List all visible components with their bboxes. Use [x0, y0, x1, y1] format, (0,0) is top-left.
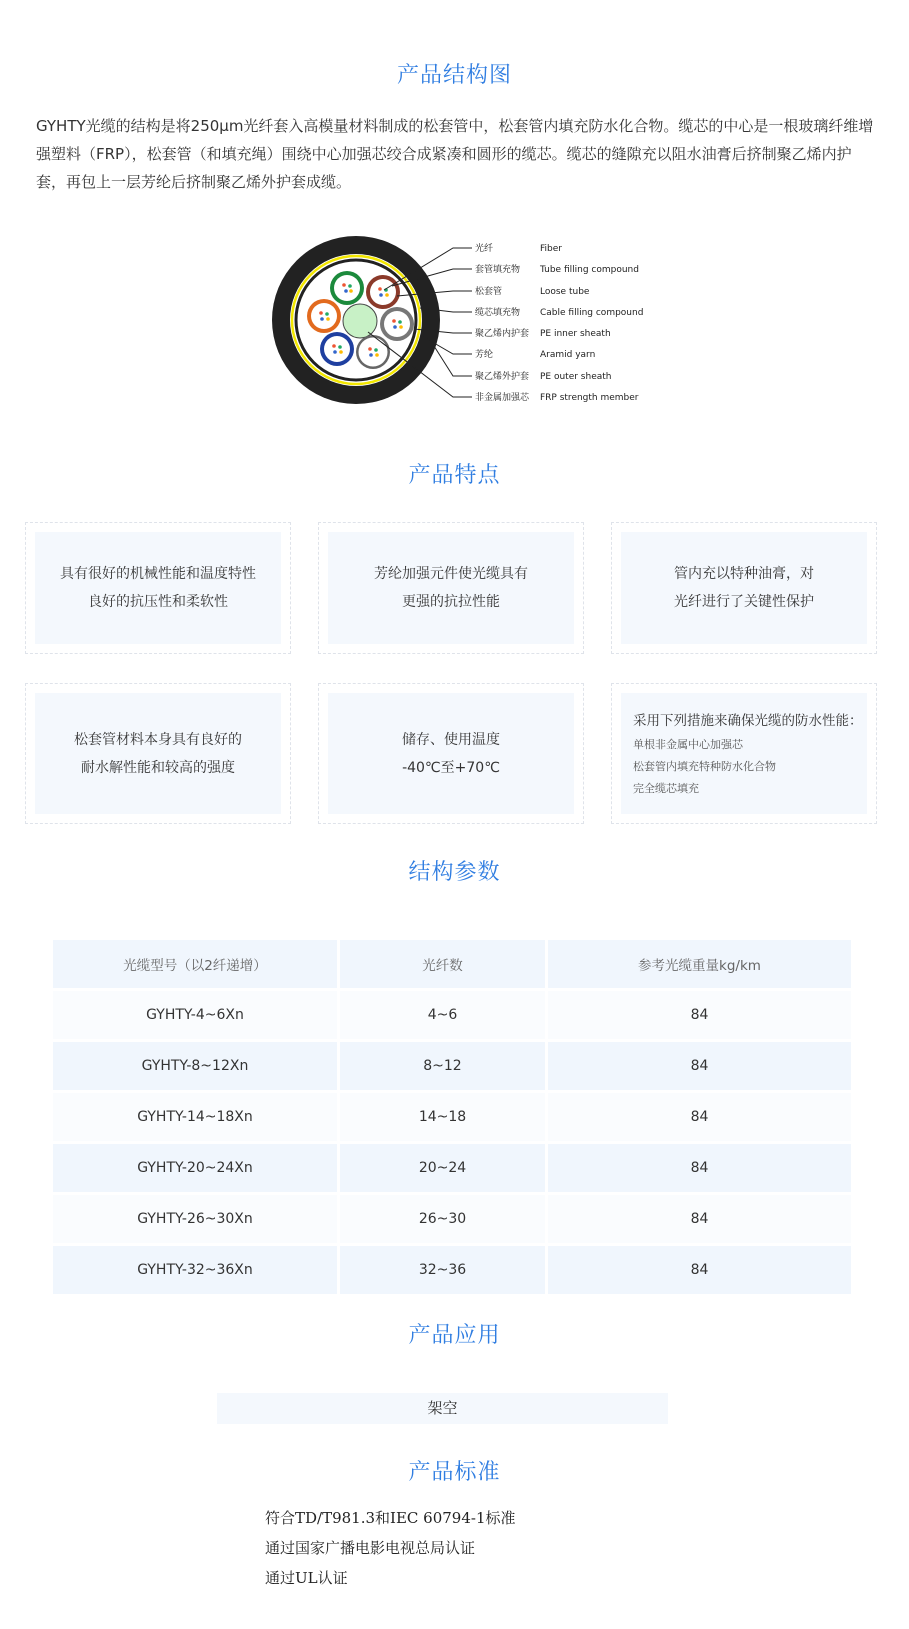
table-header-cell: 光缆型号（以2纤递增） — [53, 940, 337, 988]
label-en-4: PE inner sheath — [540, 329, 611, 339]
table-cell: 4~6 — [340, 991, 545, 1039]
feature-text-line: 更强的抗拉性能 — [402, 594, 500, 610]
feature-text-line: 良好的抗压性和柔软性 — [88, 594, 228, 610]
feature-card — [318, 522, 584, 654]
feature-text-line: 松套管材料本身具有良好的 — [74, 731, 242, 748]
label-cn-6: 聚乙烯外护套 — [475, 372, 530, 382]
params-table — [50, 937, 854, 1297]
table-row — [53, 1246, 851, 1294]
tube-white — [356, 335, 390, 369]
table-cell: 84 — [548, 1144, 851, 1192]
table-cell: GYHTY-4~6Xn — [53, 991, 337, 1039]
feature-card — [25, 522, 291, 654]
table-cell: 26~30 — [340, 1195, 545, 1243]
table-cell: GYHTY-8~12Xn — [53, 1042, 337, 1090]
table-row — [53, 1144, 851, 1192]
frp-member — [343, 304, 377, 338]
label-en-0: Fiber — [540, 244, 562, 254]
table-cell: 14~18 — [340, 1093, 545, 1141]
label-cn-3: 缆芯填充物 — [475, 308, 521, 318]
application-title: 产品应用 — [408, 1323, 501, 1348]
tube-green — [330, 271, 364, 305]
feature-card — [611, 683, 877, 824]
feature-card-body — [328, 693, 574, 814]
table-cell: 84 — [548, 991, 851, 1039]
standard-item: 符合TD/T981.3和IEC 60794-1标准 — [265, 1509, 516, 1527]
feature-lead-text: 采用下列措施来确保光缆的防水性能： — [633, 712, 863, 729]
table-row — [53, 1042, 851, 1090]
feature-text-line: 耐水解性能和较高的强度 — [81, 759, 235, 776]
label-cn-7: 非金属加强芯 — [475, 393, 530, 403]
standards-title: 产品标准 — [408, 1460, 501, 1485]
table-cell: GYHTY-26~30Xn — [53, 1195, 337, 1243]
table-cell: 84 — [548, 1093, 851, 1141]
label-en-1: Tube filling compound — [540, 265, 639, 275]
feature-card-body — [35, 532, 281, 644]
table-cell: GYHTY-14~18Xn — [53, 1093, 337, 1141]
tube-grey — [380, 307, 414, 341]
table-header-cell: 参考光缆重量kg/km — [548, 940, 851, 988]
table-cell: 32~36 — [340, 1246, 545, 1294]
label-cn-2: 松套管 — [475, 287, 503, 297]
label-en-2: Loose tube — [540, 287, 590, 297]
table-header-cell: 光纤数 — [340, 940, 545, 988]
standards-list — [265, 1503, 515, 1593]
feature-card-body — [328, 532, 574, 644]
feature-text-line: 芳纶加强元件使光缆具有 — [374, 566, 528, 582]
table-cell: GYHTY-32~36Xn — [53, 1246, 337, 1294]
feature-card — [25, 683, 291, 824]
feature-text-line: 完全缆芯填充 — [633, 781, 699, 795]
standard-item: 通过国家广播电影电视总局认证 — [265, 1539, 476, 1557]
feature-text-line: 单根非金属中心加强芯 — [633, 737, 743, 751]
label-cn-1: 套管填充物 — [475, 265, 521, 275]
standard-item: 通过UL认证 — [265, 1569, 348, 1587]
table-header-row — [53, 940, 851, 988]
features-title: 产品特点 — [408, 463, 501, 488]
tube-blue — [320, 332, 354, 366]
table-cell: 8~12 — [340, 1042, 545, 1090]
label-cn-4: 聚乙烯内护套 — [475, 329, 530, 339]
label-en-3: Cable filling compound — [540, 308, 644, 318]
table-cell: 84 — [548, 1042, 851, 1090]
feature-text-line: -40℃至+70℃ — [402, 759, 500, 776]
label-en-7: FRP strength member — [540, 393, 639, 403]
feature-text-line: 光纤进行了关键性保护 — [674, 594, 814, 610]
table-cell: GYHTY-20~24Xn — [53, 1144, 337, 1192]
table-cell: 20~24 — [340, 1144, 545, 1192]
feature-text-line: 储存、使用温度 — [402, 731, 500, 748]
table-row — [53, 991, 851, 1039]
feature-card — [318, 683, 584, 824]
tube-brown — [366, 275, 400, 309]
structure-title: 产品结构图 — [396, 63, 512, 88]
label-cn-5: 芳纶 — [475, 350, 494, 360]
application-value: 架空 — [217, 1393, 668, 1424]
feature-card-body — [621, 532, 867, 644]
feature-text-line: 具有很好的机械性能和温度特性 — [60, 566, 256, 582]
feature-card-body — [621, 693, 867, 814]
structure-description: GYHTY光缆的结构是将250μm光纤套入高模量材料制成的松套管中，松套管内填充防水化合物。缆芯的中心是一根玻璃纤维增强塑料（FRP），松套管（和填充绳）围绕中心加强芯绞合成紧凑和圆形的缆芯。缆芯的缝隙充以阻水油膏后挤制聚乙烯内护套，再包上一层芳纶后挤制聚乙烯外护套成缆。 — [36, 117, 874, 191]
feature-card-body — [35, 693, 281, 814]
feature-text-line: 松套管内填充特种防水化合物 — [633, 759, 776, 773]
feature-card — [611, 522, 877, 654]
label-cn-0: 光纤 — [475, 244, 494, 254]
label-en-5: Aramid yarn — [540, 350, 596, 360]
params-title: 结构参数 — [408, 860, 501, 885]
table-row — [53, 1195, 851, 1243]
feature-text-line: 管内充以特种油膏，对 — [674, 566, 814, 582]
cable-cross-section-diagram — [272, 236, 672, 424]
table-row — [53, 1093, 851, 1141]
table-cell: 84 — [548, 1195, 851, 1243]
table-cell: 84 — [548, 1246, 851, 1294]
label-en-6: PE outer sheath — [540, 372, 612, 382]
tube-orange — [307, 299, 341, 333]
